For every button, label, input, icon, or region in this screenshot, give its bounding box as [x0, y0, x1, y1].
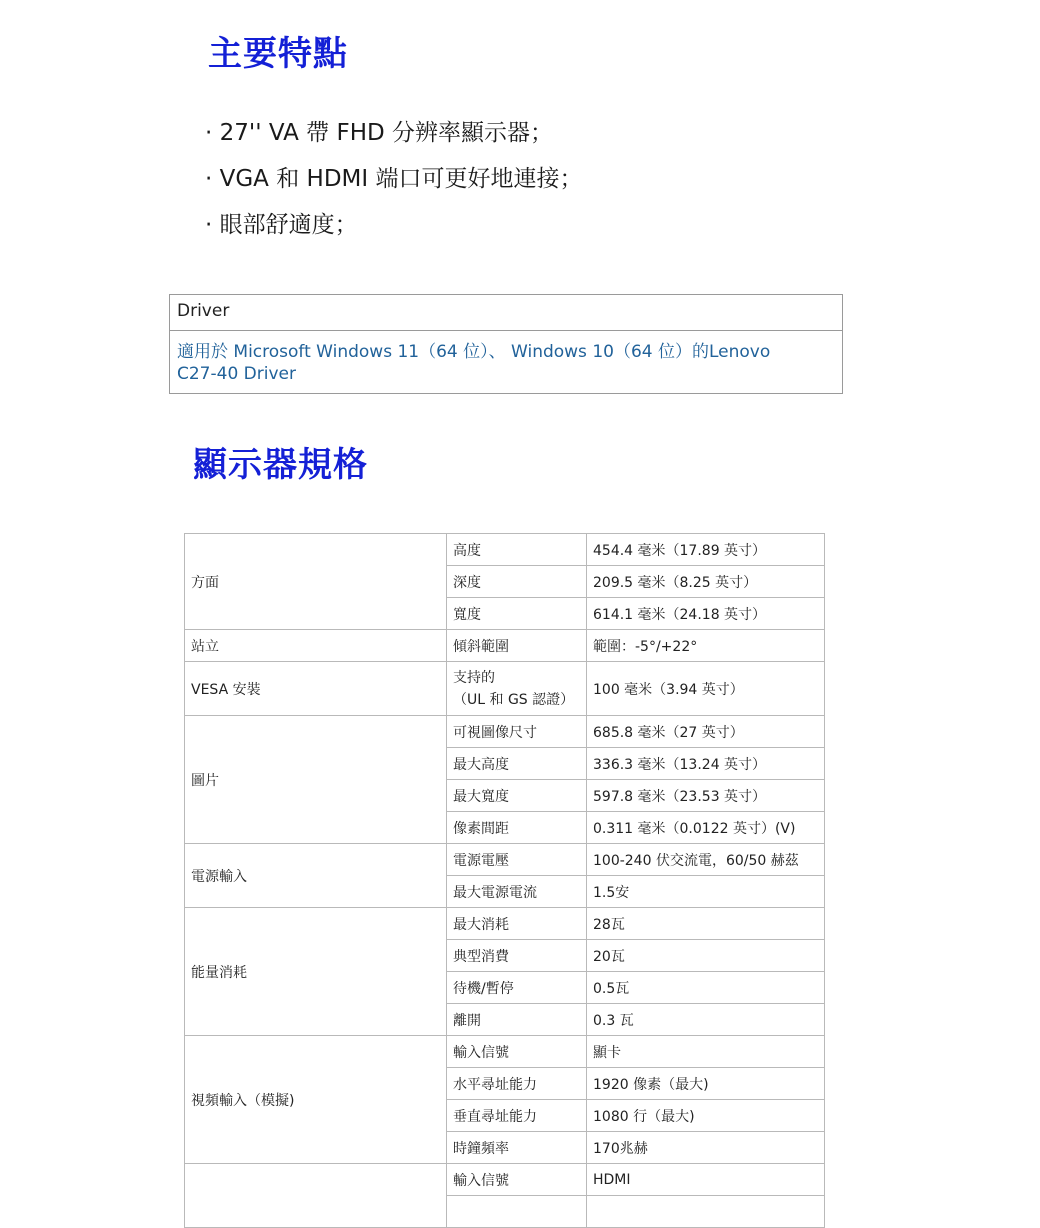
table-row [185, 1164, 825, 1196]
features-title: 主要特點 [208, 34, 348, 74]
features-list [205, 118, 582, 256]
table-row [185, 534, 825, 566]
spec-property: 輸入信號 [447, 1164, 587, 1196]
spec-value: 170兆赫 [587, 1132, 825, 1164]
spec-value: 1080 行（最大) [587, 1100, 825, 1132]
table-row [185, 844, 825, 876]
spec-value: 614.1 毫米（24.18 英寸） [587, 598, 825, 630]
spec-category [185, 1164, 447, 1228]
spec-category: 視頻輸入（模擬) [185, 1036, 447, 1164]
table-row [185, 716, 825, 748]
spec-property: 最大高度 [447, 748, 587, 780]
spec-value: 0.311 毫米（0.0122 英寸）(V) [587, 812, 825, 844]
spec-property: 深度 [447, 566, 587, 598]
spec-property [447, 1196, 587, 1228]
spec-property: 像素間距 [447, 812, 587, 844]
spec-value: 28瓦 [587, 908, 825, 940]
spec-property: 最大電源電流 [447, 876, 587, 908]
spec-property: 高度 [447, 534, 587, 566]
spec-property: 離開 [447, 1004, 587, 1036]
spec-value: 100 毫米（3.94 英寸） [587, 662, 825, 716]
spec-category: 能量消耗 [185, 908, 447, 1036]
spec-value: 1.5安 [587, 876, 825, 908]
driver-download-link[interactable]: 適用於 Microsoft Windows 11（64 位）、 Windows 10（64 位）的Lenovo C27-40 Driver [177, 342, 771, 384]
spec-category: 電源輸入 [185, 844, 447, 908]
specs-title: 顯示器規格 [193, 445, 368, 485]
spec-value: 顯卡 [587, 1036, 825, 1068]
spec-property: 待機/暫停 [447, 972, 587, 1004]
spec-value: 685.8 毫米（27 英寸） [587, 716, 825, 748]
feature-item: · 27'' VA 帶 FHD 分辨率顯示器； [205, 120, 554, 146]
spec-property: 典型消費 [447, 940, 587, 972]
spec-category: VESA 安裝 [185, 662, 447, 716]
spec-table [184, 533, 825, 1228]
driver-box [169, 294, 843, 394]
feature-item: · VGA 和 HDMI 端口可更好地連接； [205, 166, 583, 192]
spec-property: 垂直尋址能力 [447, 1100, 587, 1132]
spec-property: 電源電壓 [447, 844, 587, 876]
table-row [185, 662, 825, 716]
spec-property: 傾斜範圍 [447, 630, 587, 662]
spec-value: 209.5 毫米（8.25 英寸） [587, 566, 825, 598]
spec-property: 寬度 [447, 598, 587, 630]
spec-category: 站立 [185, 630, 447, 662]
spec-value: 597.8 毫米（23.53 英寸） [587, 780, 825, 812]
spec-property: 最大寬度 [447, 780, 587, 812]
spec-value: 0.3 瓦 [587, 1004, 825, 1036]
table-row [185, 1036, 825, 1068]
spec-value: 100-240 伏交流電，60/50 赫茲 [587, 844, 825, 876]
spec-value: 20瓦 [587, 940, 825, 972]
spec-value: HDMI [587, 1164, 825, 1196]
driver-header: Driver [170, 295, 842, 331]
spec-property: 可視圖像尺寸 [447, 716, 587, 748]
spec-value: 454.4 毫米（17.89 英寸） [587, 534, 825, 566]
spec-value [587, 1196, 825, 1228]
spec-value: 1920 像素（最大) [587, 1068, 825, 1100]
feature-item: · 眼部舒適度； [205, 212, 358, 238]
spec-category: 圖片 [185, 716, 447, 844]
spec-value: 336.3 毫米（13.24 英寸） [587, 748, 825, 780]
table-row [185, 908, 825, 940]
spec-value: 範圍：-5°/+22° [587, 630, 825, 662]
spec-property: 最大消耗 [447, 908, 587, 940]
spec-property: 支持的 （UL 和 GS 認證） [447, 662, 587, 716]
spec-value: 0.5瓦 [587, 972, 825, 1004]
spec-property: 時鐘頻率 [447, 1132, 587, 1164]
table-row [185, 630, 825, 662]
spec-property: 水平尋址能力 [447, 1068, 587, 1100]
spec-category: 方面 [185, 534, 447, 630]
spec-property: 輸入信號 [447, 1036, 587, 1068]
